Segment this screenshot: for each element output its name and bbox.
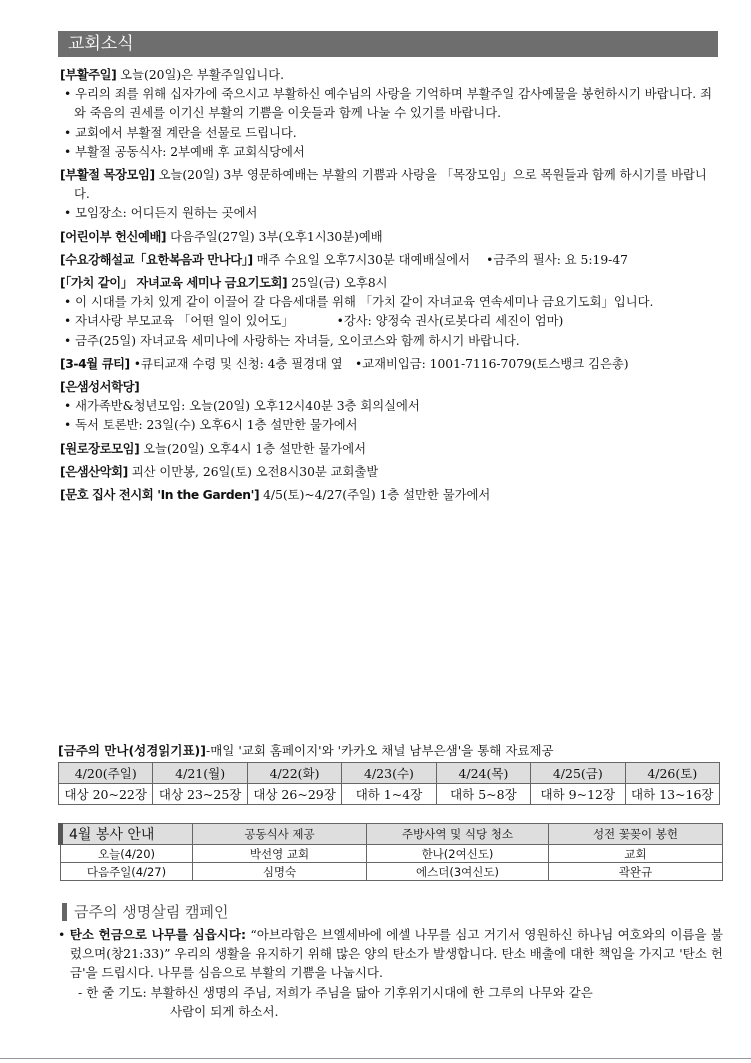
notice-item [60,355,722,374]
service-value-cell: 곽완규 [549,863,723,881]
notice-heading: [부활절 목장모임] [60,168,155,183]
notice-text: 괴산 이만봉, 26일(토) 오전8시30분 교회출발 [127,464,379,479]
service-header-row [61,824,723,845]
notice-bullet: • 모임장소: 어디든지 원하는 곳에서 [60,204,722,223]
service-value-cell: 심명숙 [193,863,367,881]
campaign-body [58,925,723,1021]
notice-item [60,463,722,482]
notice-line [60,66,722,85]
bible-reading-section [58,741,718,805]
notice-bullet: • 우리의 죄를 위해 십자가에 죽으시고 부활하신 예수님의 사랑을 기억하며 부활주일 감사예물을 봉헌하시기 바랍니다. 죄와 죽음의 권세를 이기신 부활의 기쁨을 이웃들과 함께 나눌 수 있기를 바랍니다. [60,85,722,123]
notice-line [60,228,722,247]
notice-heading: [은샘성서학당] [60,380,140,395]
campaign-prayer [58,983,723,1021]
notice-line [60,355,722,374]
notice-bullet: • 자녀사랑 부모교육 「어떤 일이 있어도」 •강사: 양정숙 권사(로봇다리 세진이 엄마) [60,312,722,331]
notice-text: 매주 수요일 오후7시30분 대예배실에서 •금주의 필사: 요 5:19-47 [252,252,628,267]
notice-line [60,166,722,204]
reading-caption-title: [금주의 만나(성경읽기표)] [58,743,206,758]
service-value-cell: 에스더(3여신도) [367,863,549,881]
service-label: 4월 봉사 안내 [61,824,193,845]
reading-passage-cell: 대하 9~12장 [531,784,625,805]
section-title: 교회소식 [58,31,718,57]
notice-heading: [「가치 같이」 자녀교육 세미나 금요기도회] [60,276,288,291]
notice-bullet: • 독서 토론반: 23일(수) 오후6시 1층 설만한 물가에서 [60,416,722,435]
service-row [61,863,723,881]
notice-text: 25일(금) 오후8시 [287,276,388,291]
reading-passage-cell: 대상 20~22장 [59,784,153,805]
notice-text: 오늘(20일) 3부 영문하예배는 부활의 기쁨과 사랑을 「목장모임」으로 목원들과 함께 하시기를 바랍니다. [74,168,707,202]
service-column-header: 공동식사 제공 [193,824,367,845]
reading-caption [58,741,718,759]
notice-item [60,378,722,436]
notice-text: 오늘(20일)은 부활주일입니다. [116,68,284,82]
notice-line [60,440,722,459]
notice-text: •큐티교재 수령 및 신청: 4층 필경대 옆 •교재비입금: 1001-7116-7079(토스뱅크 김은총) [129,356,629,371]
campaign-paragraph: • 탄소 헌금으로 나무를 심읍시다: “아브라함은 브엘세바에 에셀 나무를 심고 거기서 영원하신 하나님 여호와의 이름을 불렀으며(창21:33)” 우리의 생활을 유지하기 위해 많은 양의 탄소가 발생합니다. 탄소 배출에 대한 책임을 가지고 '탄소 헌금'을 드립시다. 나무를 심음으로 부활의 기쁨을 나눕시다. [58,927,724,980]
notice-item [60,228,722,247]
reading-passage-cell: 대하 13~16장 [625,784,719,805]
service-table [58,823,723,881]
notice-bullet: • 새가족반&청년모임: 오늘(20일) 오후12시40분 3층 회의실에서 [60,397,722,416]
notice-heading: [문호 집사 전시회 'In the Garden'] [60,488,260,503]
notice-text: 4/5(토)~4/27(주일) 1층 설만한 물가에서 [259,488,491,503]
notice-bullet: • 이 시대를 가치 있게 같이 이끌어 갈 다음세대를 위해 「가치 같이 자녀교육 연속세미나 금요기도회」입니다. [60,293,722,312]
notice-item [60,274,722,351]
service-date-cell: 오늘(4/20) [61,845,193,863]
campaign-text: “아브라함은 브엘세바에 에셀 나무를 심고 거기서 영원하신 하나님 여호와의 이름을 불렀으며(창21:33)” 우리의 생활을 유지하기 위해 많은 양의 탄소가 발생합니다. 탄소 배출에 대한 책임을 가지고 '탄소 헌금'을 드립시다. 나무를 심음으로 부활의 기쁨을 나눕시다. [70,927,724,980]
notice-heading: [어린이부 헌신예배] [60,229,167,244]
reading-day-cell: 4/21(월) [153,763,247,784]
notice-line [60,378,722,397]
reading-day-cell: 4/24(목) [436,763,530,784]
reading-day-cell: 4/25(금) [531,763,625,784]
reading-passage-cell: 대하 5~8장 [436,784,530,805]
notice-bullet: • 부활절 공동식사: 2부예배 후 교회식당에서 [60,143,722,162]
service-value-cell: 한나(2여신도) [367,845,549,863]
notice-item [60,251,722,270]
reading-passages-row [59,784,720,805]
service-row [61,845,723,863]
notice-heading: [수요강해설교「요한복음과 만나다」] [60,252,253,267]
campaign-section [58,903,723,1021]
reading-days-row [59,763,720,784]
notice-line [60,463,722,482]
reading-day-cell: 4/26(토) [625,763,719,784]
notice-heading: [은샘산악회] [60,464,128,479]
bottom-divider [0,1058,751,1059]
campaign-lead: 탄소 헌금으로 나무를 심읍시다: [69,927,246,942]
notice-text: 오늘(20일) 오후4시 1층 설만한 물가에서 [139,441,367,456]
notice-line [60,251,722,270]
notice-line [60,486,722,505]
notice-bullet: • 교회에서 부활절 계란을 선물로 드립니다. [60,124,722,143]
reading-table [58,762,720,805]
notice-item [60,66,722,162]
service-value-cell: 박선영 교회 [193,845,367,863]
reading-day-cell: 4/23(수) [342,763,436,784]
campaign-title: 금주의 생명살림 캠페인 [62,903,723,921]
service-value-cell: 교회 [549,845,723,863]
notice-item [60,166,722,224]
reading-caption-text: -매일 '교회 홈페이지'와 '카카오 채널 남부은샘'을 통해 자료제공 [205,743,554,758]
reading-passage-cell: 대상 23~25장 [153,784,247,805]
prayer-line-2: 사람이 되게 하소서. [170,1004,279,1019]
prayer-line-1: - 한 줄 기도: 부활하신 생명의 주님, 저희가 주님을 닮아 기후위기시대에 한 그루의 나무와 같은 [78,985,593,1000]
service-column-header: 주방사역 및 식당 청소 [367,824,549,845]
notice-text: 다음주일(27일) 3부(오후1시30분)예배 [166,229,383,244]
notice-heading: [원로장로모임] [60,441,140,456]
reading-day-cell: 4/20(주일) [59,763,153,784]
notice-bullet: • 금주(25일) 자녀교육 세미나에 사랑하는 자녀들, 오이코스와 함께 하시기 바랍니다. [60,332,722,351]
service-section [58,823,723,881]
reading-day-cell: 4/22(화) [247,763,341,784]
reading-passage-cell: 대하 1~4장 [342,784,436,805]
service-column-header: 성전 꽃꽂이 봉헌 [549,824,723,845]
service-date-cell: 다음주일(4/27) [61,863,193,881]
notice-item [60,486,722,505]
notice-line [60,274,722,293]
notice-list [60,66,722,509]
notice-heading: [부활주일] [60,68,117,82]
notice-heading: [3-4월 큐티] [60,356,130,371]
reading-passage-cell: 대상 26~29장 [247,784,341,805]
notice-item [60,440,722,459]
